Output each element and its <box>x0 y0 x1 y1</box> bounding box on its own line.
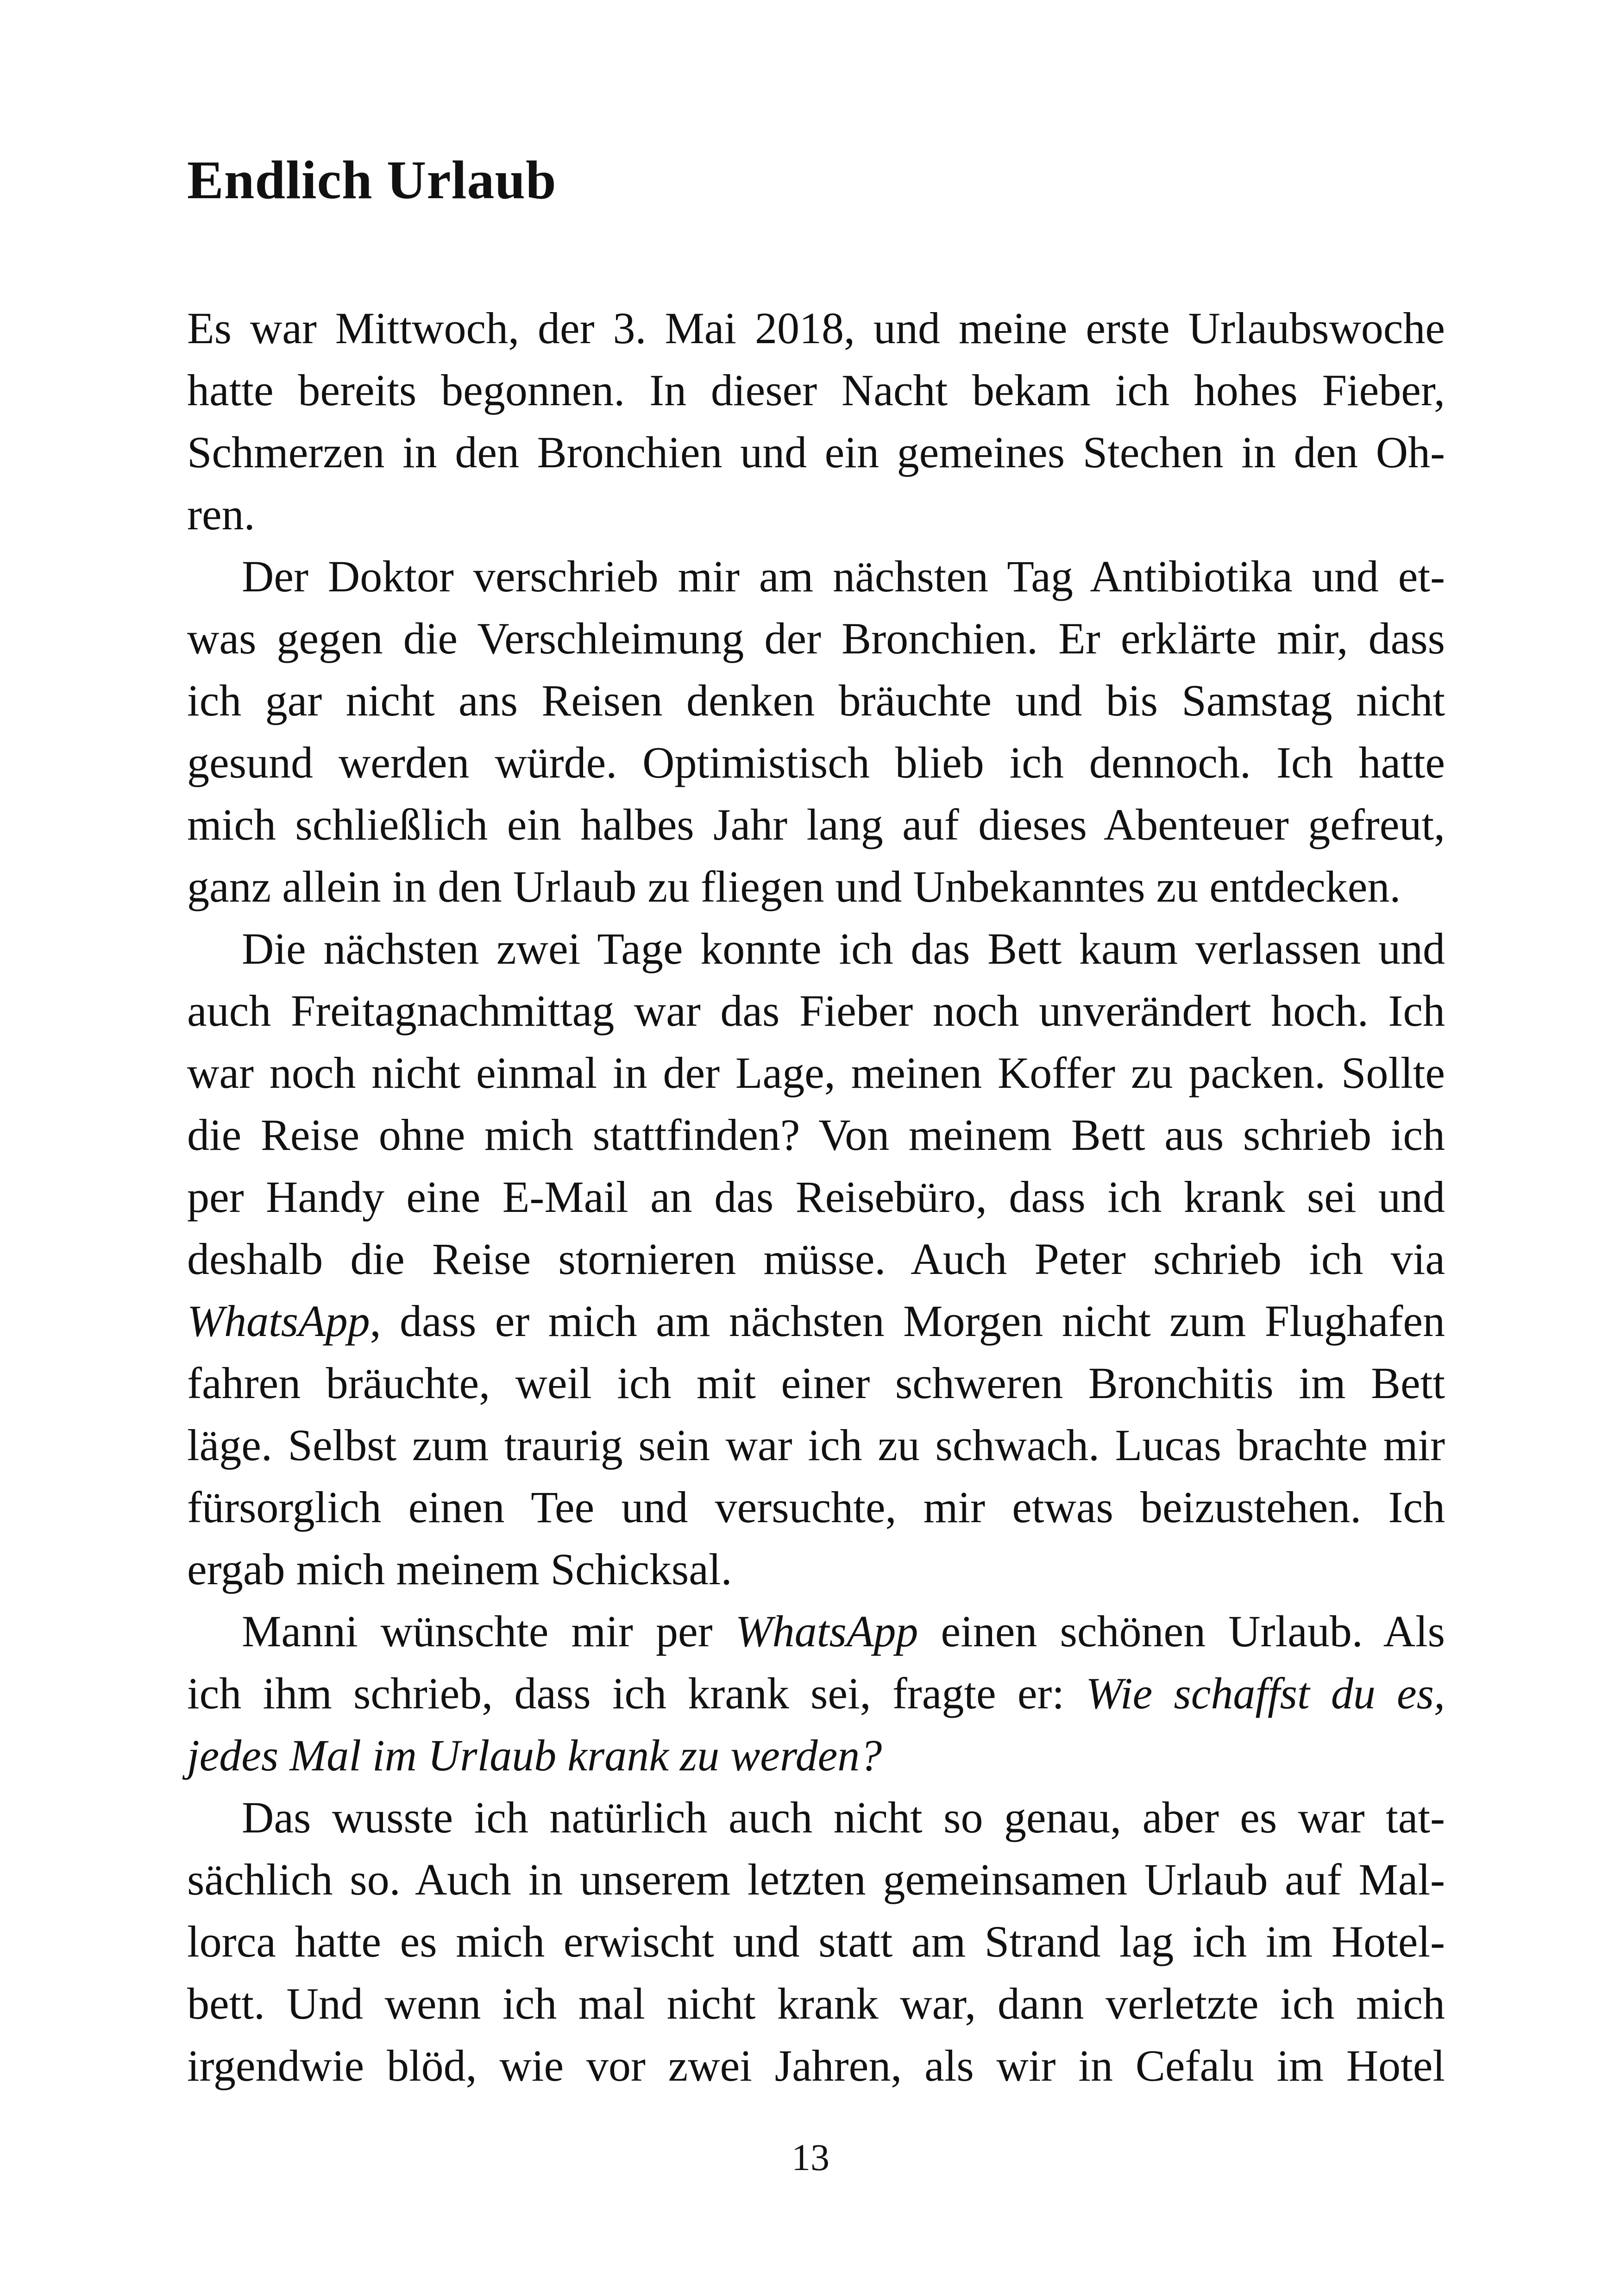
text-segment: per Handy eine E-Mail an das Reisebüro, dass ich krank sei und <box>187 1172 1445 1222</box>
page-number: 13 <box>792 2136 829 2178</box>
text-line <box>187 1042 1445 1104</box>
text-segment: läge. Selbst zum traurig sein war ich zu schwach. Lucas brachte mir <box>187 1420 1445 1470</box>
text-line <box>187 1662 1445 1725</box>
text-segment: deshalb die Reise stornieren müsse. Auch Peter schrieb ich via <box>187 1234 1445 1284</box>
text-segment: Schmerzen in den Bronchien und ein gemeines Stechen in den Oh- <box>187 427 1445 477</box>
text-line <box>187 421 1445 483</box>
text-segment: die Reise ohne mich stattfinden? Von meinem Bett aus schrieb ich <box>187 1110 1445 1160</box>
text-segment: ren. <box>187 489 255 539</box>
text-line <box>187 1414 1445 1476</box>
text-segment: lorca hatte es mich erwischt und statt am Strand lag ich im Hotel- <box>187 1917 1445 1966</box>
text-line <box>187 732 1445 794</box>
text-line <box>187 1476 1445 1538</box>
text-segment: irgendwie blöd, wie vor zwei Jahren, als wir in Cefalu im Hotel <box>187 2041 1445 2090</box>
text-line <box>187 1166 1445 1228</box>
text-line <box>187 1725 1445 1787</box>
text-segment: fahren bräuchte, weil ich mit einer schweren Bronchitis im Bett <box>187 1358 1445 1408</box>
book-page <box>187 150 1445 2097</box>
text-segment: , dass er mich am nächsten Morgen nicht zum Flughafen <box>370 1296 1445 1346</box>
chapter-title: Endlich Urlaub <box>187 150 557 210</box>
text-line <box>187 1290 1445 1352</box>
text-segment: gesund werden würde. Optimistisch blieb ich dennoch. Ich hatte <box>187 738 1445 787</box>
text-segment: ich ihm schrieb, dass ich krank sei, fragte er: <box>187 1669 1086 1718</box>
body-text <box>187 297 1445 2097</box>
text-line <box>187 918 1445 980</box>
text-segment: mich schließlich ein halbes Jahr lang auf dieses Abenteuer gefreut, <box>187 800 1445 849</box>
text-line <box>187 1849 1445 1911</box>
italic-text: WhatsApp <box>735 1606 918 1656</box>
text-segment: Der Doktor verschrieb mir am nächsten Tag Antibiotika und et- <box>242 552 1445 601</box>
text-segment: war noch nicht einmal in der Lage, meinen Koffer zu packen. Sollte <box>187 1048 1445 1098</box>
italic-text: jedes Mal im Urlaub krank zu werden? <box>187 1731 882 1780</box>
italic-text: WhatsApp <box>187 1296 370 1346</box>
text-line <box>187 483 1445 546</box>
text-line <box>187 608 1445 670</box>
text-segment: auch Freitagnachmittag war das Fieber noch unverändert hoch. Ich <box>187 986 1445 1035</box>
text-segment: hatte bereits begonnen. In dieser Nacht bekam ich hohes Fieber, <box>187 365 1445 415</box>
text-segment: sächlich so. Auch in unserem letzten gemeinsamen Urlaub auf Mal- <box>187 1855 1445 1904</box>
text-line <box>187 1911 1445 1973</box>
text-segment: ich gar nicht ans Reisen denken bräuchte und bis Samstag nicht <box>187 676 1445 725</box>
text-line <box>187 794 1445 856</box>
text-line <box>187 1973 1445 2035</box>
text-line <box>187 980 1445 1042</box>
text-segment: Das wusste ich natürlich auch nicht so genau, aber es war tat- <box>242 1793 1445 1842</box>
text-segment: was gegen die Verschleimung der Bronchien. Er erklärte mir, dass <box>187 614 1445 663</box>
text-line <box>187 1538 1445 1600</box>
text-line <box>187 546 1445 608</box>
text-line <box>187 2035 1445 2097</box>
text-line <box>187 359 1445 421</box>
text-line <box>187 856 1445 918</box>
text-segment: ganz allein in den Urlaub zu fliegen und Unbekanntes zu entdecken. <box>187 862 1401 911</box>
text-line <box>187 297 1445 359</box>
italic-text: Wie schaffst du es, <box>1086 1669 1445 1718</box>
text-line <box>187 1600 1445 1662</box>
text-segment: Die nächsten zwei Tage konnte ich das Bett kaum verlassen und <box>242 924 1445 973</box>
text-segment: Manni wünschte mir per <box>242 1606 735 1656</box>
text-line <box>187 670 1445 732</box>
text-line <box>187 1104 1445 1166</box>
text-segment: ergab mich meinem Schicksal. <box>187 1544 732 1594</box>
text-line <box>187 1787 1445 1849</box>
text-segment: bett. Und wenn ich mal nicht krank war, dann verletzte ich mich <box>187 1979 1445 2028</box>
text-line <box>187 1228 1445 1290</box>
text-segment: einen schönen Urlaub. Als <box>918 1606 1445 1656</box>
text-segment: Es war Mittwoch, der 3. Mai 2018, und meine erste Urlaubswoche <box>187 303 1445 353</box>
text-segment: fürsorglich einen Tee und versuchte, mir etwas beizustehen. Ich <box>187 1482 1445 1532</box>
text-line <box>187 1352 1445 1414</box>
